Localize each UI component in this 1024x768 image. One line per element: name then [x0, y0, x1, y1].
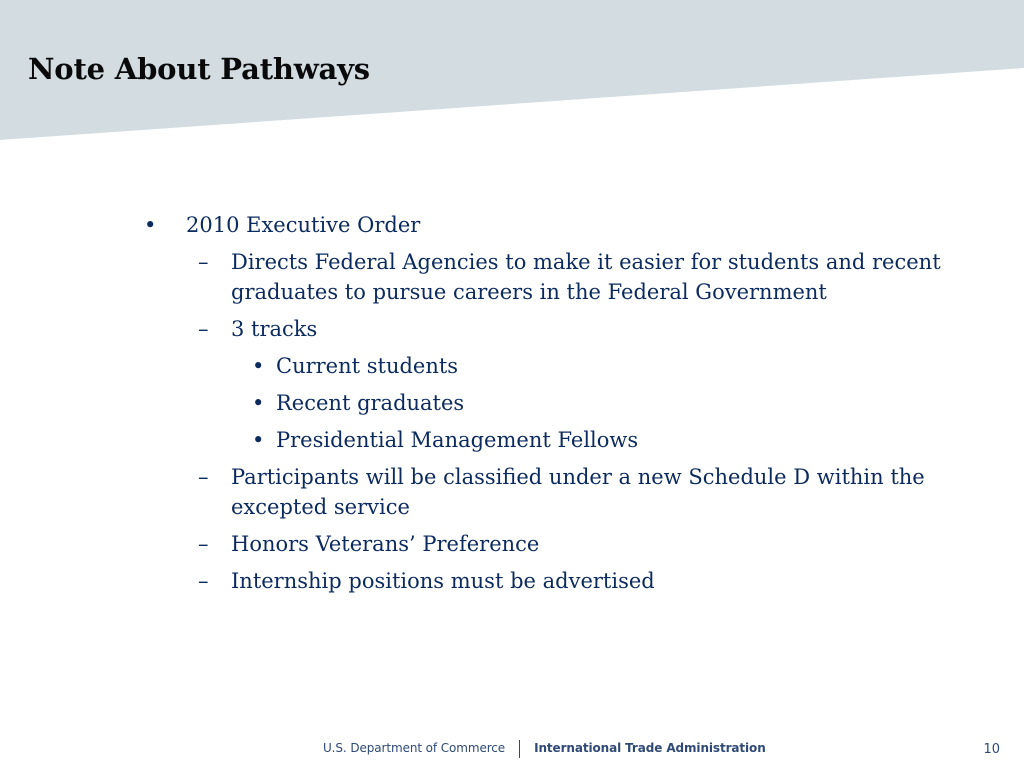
- list-item: [142, 351, 942, 381]
- list-item: [142, 388, 942, 418]
- list-item-text: 2010 Executive Order: [186, 213, 421, 237]
- list-item-text: Recent graduates: [276, 391, 465, 415]
- dash-marker: –: [198, 317, 209, 341]
- list-item: [142, 314, 942, 344]
- bullet-list: [142, 210, 942, 603]
- list-item-text: Current students: [276, 354, 459, 378]
- dash-marker: –: [198, 465, 209, 489]
- bullet-marker: •: [252, 391, 265, 415]
- page-number: 10: [983, 742, 1000, 757]
- footer: [323, 737, 766, 759]
- dash-marker: –: [198, 532, 209, 556]
- list-item-text: Presidential Management Fellows: [276, 428, 639, 452]
- list-item: [142, 566, 942, 596]
- list-item: [142, 462, 942, 522]
- dash-marker: –: [198, 569, 209, 593]
- list-item-text: Internship positions must be advertised: [231, 569, 655, 593]
- list-item-text: 3 tracks: [231, 317, 318, 341]
- dash-marker: –: [198, 250, 209, 274]
- list-item: [142, 210, 942, 240]
- bullet-marker: •: [252, 354, 265, 378]
- list-item: [142, 529, 942, 559]
- footer-divider: [519, 740, 520, 758]
- footer-agency: International Trade Administration: [534, 741, 766, 755]
- list-item: [142, 247, 942, 307]
- list-item-text: Participants will be classified under a new Schedule D within the excepted service: [231, 465, 925, 519]
- list-item-text: Directs Federal Agencies to make it easier for students and recent graduates to pursue careers in the Federal Government: [231, 250, 941, 304]
- list-item-text: Honors Veterans’ Preference: [231, 532, 540, 556]
- bullet-marker: •: [144, 213, 157, 237]
- slide-title: Note About Pathways: [28, 52, 370, 86]
- bullet-marker: •: [252, 428, 265, 452]
- footer-department: U.S. Department of Commerce: [323, 741, 506, 755]
- list-item: [142, 425, 942, 455]
